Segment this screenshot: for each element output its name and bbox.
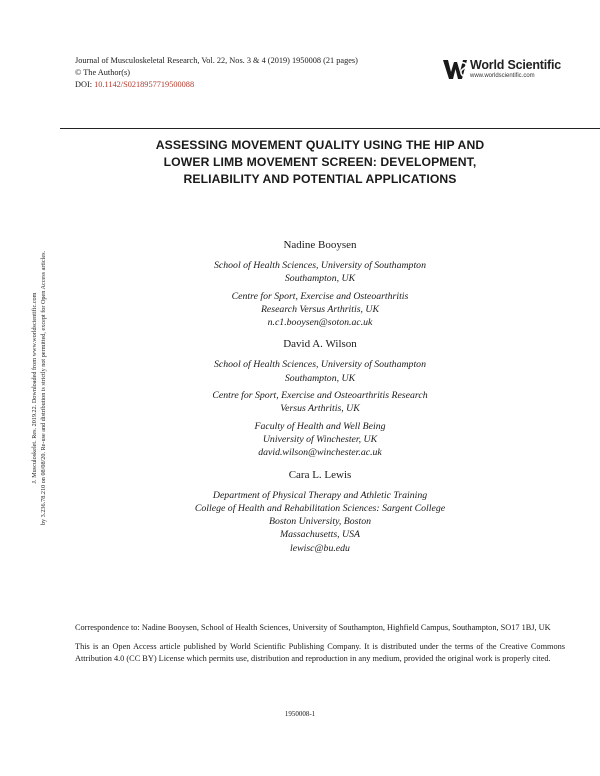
author-email[interactable]: n.c1.booysen@soton.ac.uk — [267, 317, 373, 329]
affiliation — [75, 290, 565, 330]
affiliation — [75, 420, 565, 460]
affiliation-line: Versus Arthritis, UK — [280, 403, 360, 415]
author-block — [75, 238, 565, 329]
title-line: ASSESSING MOVEMENT QUALITY USING THE HIP AND — [155, 138, 485, 152]
affiliation-line: Centre for Sport, Exercise and Osteoarthritis Research — [212, 390, 428, 402]
affiliation-line: College of Health and Rehabilitation Sciences: Sargent College — [194, 502, 446, 514]
affiliation-line: Southampton, UK — [284, 372, 356, 384]
affiliation — [75, 358, 565, 385]
author-name: Cara L. Lewis — [288, 468, 352, 481]
author-block — [75, 337, 565, 459]
author-email[interactable]: david.wilson@winchester.ac.uk — [258, 447, 382, 459]
download-notice-line: by 3.236.78.210 on 08/08/20. Re-use and distribution is strictly not permitted, except for Open Access articles. — [39, 250, 47, 526]
affiliation-line: Boston University, Boston — [268, 516, 372, 528]
author-email[interactable]: lewisc@bu.edu — [290, 542, 350, 554]
author-name: Nadine Booysen — [283, 239, 357, 251]
paper-title — [75, 137, 565, 188]
affiliation — [75, 489, 565, 555]
author-name: David A. Wilson — [283, 338, 357, 351]
page-number: 1950008-1 — [284, 710, 316, 718]
doi-line — [75, 79, 358, 91]
download-notice-line: J. Musculoskelet. Res. 2019.22. Downloaded from www.worldscientific.com — [31, 292, 38, 484]
affiliation-line: University of Winchester, UK — [262, 433, 378, 445]
doi-link[interactable]: 10.1142/S0218957719500088 — [94, 80, 195, 90]
header-divider — [60, 128, 600, 129]
affiliation-line: Centre for Sport, Exercise and Osteoarthritis — [231, 290, 409, 302]
author-block — [75, 468, 565, 555]
copyright-notice: © The Author(s) — [75, 68, 131, 78]
author-list — [75, 238, 565, 563]
download-notice — [31, 208, 49, 568]
title-line: RELIABILITY AND POTENTIAL APPLICATIONS — [183, 172, 457, 186]
affiliation — [75, 389, 565, 416]
logo-name: World Scientific — [470, 58, 562, 72]
correspondence-note: Correspondence to: Nadine Booysen, School of Health Sciences, University of Southampton, Highfield Campus, Southampton, SO17 1BJ, UK — [75, 623, 551, 632]
world-scientific-logo-icon — [442, 57, 468, 83]
affiliation-line: Faculty of Health and Well Being — [254, 420, 386, 432]
footnotes — [75, 622, 565, 672]
affiliation-line: Research Versus Arthritis, UK — [260, 303, 380, 315]
affiliation-line: Southampton, UK — [284, 273, 356, 285]
affiliation-line: Department of Physical Therapy and Athletic Training — [212, 489, 428, 501]
affiliation — [75, 259, 565, 286]
affiliation-line: School of Health Sciences, University of Southampton — [214, 260, 426, 271]
affiliation-line: Massachusetts, USA — [279, 529, 360, 541]
publisher-logo — [442, 57, 564, 85]
open-access-note: This is an Open Access article published by World Scientific Publishing Company. It is distributed under the terms of the Creative Commons Attribution 4.0 (CC BY) License which permits use, distribution and reproduction in any medium, provided the original work is properly cited. — [75, 642, 565, 663]
doi-label: DOI: — [75, 80, 93, 90]
title-line: LOWER LIMB MOVEMENT SCREEN: DEVELOPMENT, — [163, 155, 477, 169]
journal-citation: Journal of Musculoskeletal Research, Vol. 22, Nos. 3 & 4 (2019) 1950008 (21 pages) — [75, 56, 358, 65]
journal-header — [75, 55, 358, 92]
affiliation-line: School of Health Sciences, University of Southampton — [214, 359, 426, 371]
logo-url: www.worldscientific.com — [470, 73, 535, 79]
